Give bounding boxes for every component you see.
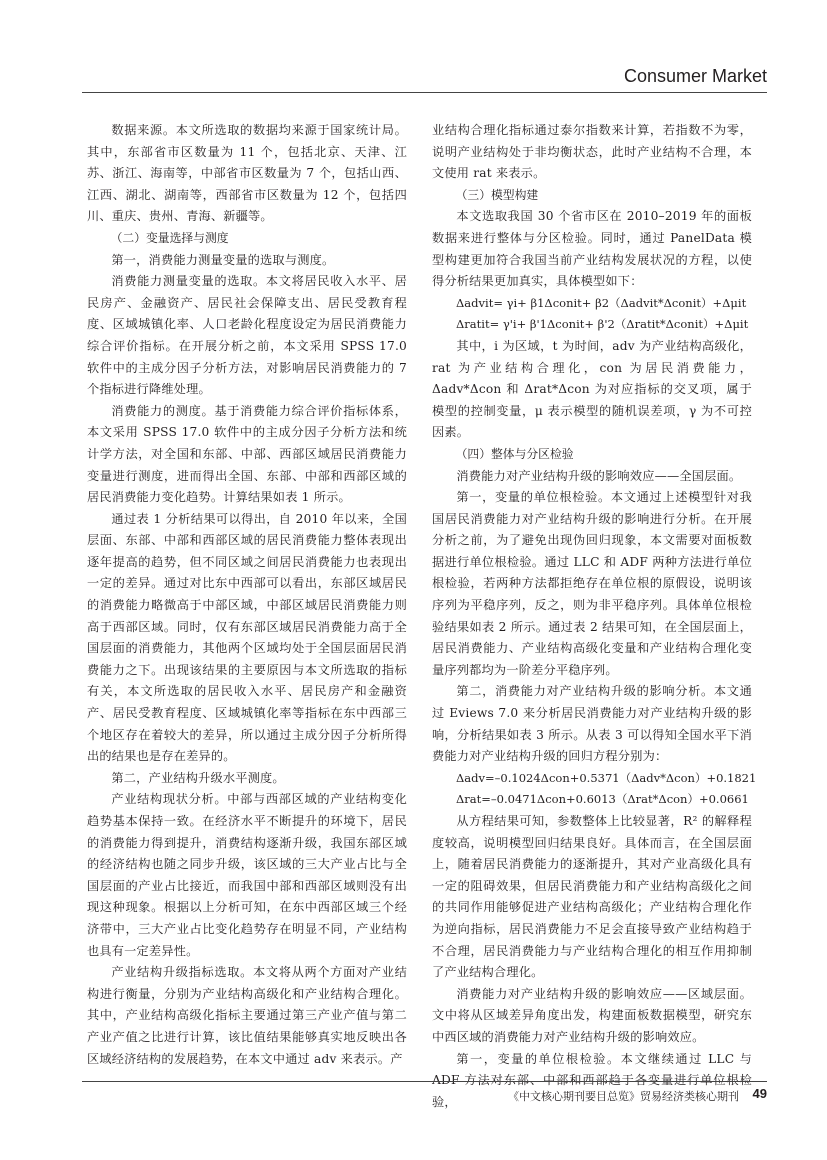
paragraph: 第一，变量的单位根检验。本文通过上述模型针对我国居民消费能力对产业结构升级的影响进行分析。在开展分析之前，为了避免出现伪回归现象，本文需要对面板数据进行单位根检验。通过 LLC 和 ADF 两种方法进行单位根检验，若两种方法都拒绝存在单位根的原假设，说明该序列为平稳序列，反之，则为非平稳序列。具体单位根检验结果如表 2 所示。通过表 2 结果可知，在全国层面上，居民消费能力、产业结构高级化变量和产业结构合理化变量序列都均为一阶差分平稳序列。 — [432, 490, 752, 677]
paragraph: 消费能力的测度。基于消费能力综合评价指标体系，本文采用 SPSS 17.0 软件中的主成分因子分析方法和统计学方法，对全国和东部、中部、西部区域居民消费能力变量进行测度，进而得出全国、东部、中部和西部区域的居民消费能力变化趋势。计算结果如表 1 所示。 — [87, 403, 407, 505]
paragraph: 通过表 1 分析结果可以得出，自 2010 年以来，全国层面、东部、中部和西部区域的居民消费能力整体表现出逐年提高的趋势，但不同区域之间居民消费能力也表现出一定的差异。通过对比东中西部可以看出，东部区域居民的消费能力略微高于中部区域，中部区域居民消费能力则高于西部区域。同时，仅有东部区域居民消费能力高于全国层面的消费能力，其他两个区域均处于全国层面居民消费能力之下。出现该结果的主要原因与本文所选取的指标有关，本文所选取的居民收入水平、居民房产和金融资产、居民受教育程度、区域城镇化率等指标在东中西部三个地区存在着较大的差异，所以通过主成分因子分析所得出的结果也是存在差异的。 — [87, 511, 407, 764]
paragraph: 业结构合理化指标通过泰尔指数来计算，若指数不为零，说明产业结构处于非均衡状态，此时产业结构不合理，本文使用 rat 来表示。 — [432, 123, 752, 181]
section-heading: （三）模型构建 — [455, 187, 539, 202]
paragraph: 第二，消费能力对产业结构升级的影响分析。本文通过 Eviews 7.0 来分析居民消费能力对产业结构升级的影响，分析结果如表 3 所示。从表 3 可以得知全国水平下消费能力对产业结构升级的回归方程分别为： — [432, 684, 752, 764]
paragraph: 消费能力对产业结构升级的影响效应——区域层面。文中将从区域差异角度出发，构建面板数据模型，研究东中西区域的消费能力对产业结构升级的影响效应。 — [432, 986, 752, 1044]
paragraph: 第一，变量的单位根检验。本文继续通过 LLC 与 ADF 方法对东部、中部和西部趋于各变量进行单位根检验， — [432, 1051, 752, 1109]
paragraph: 产业结构升级指标选取。本文将从两个方面对产业结构进行衡量，分别为产业结构高级化和产业结构合理化。其中，产业结构高级化指标主要通过第三产业产值与第二产业产值之比进行计算，该比值结果能够真实地反映出各区域经济结构的发展趋势，在本文中通过 adv 来表示。产 — [87, 965, 407, 1066]
paragraph: 产业结构现状分析。中部与西部区域的产业结构变化趋势基本保持一致。在经济水平不断提升的环境下，居民的消费能力得到提升，消费结构逐渐升级，我国东部区域的经济结构也随之同步升级，该区域的三大产业占比与全国层面的产业占比接近，而我国中部和西部区域则没有出现这种现象。根据以上分析可知，在东中西部区域三个经济带中，三大产业占比变化趋势存在明显不同，产业结构也具有一定差异性。 — [87, 792, 407, 958]
paragraph: 从方程结果可知，参数整体上比较显著，R² 的解释程度较高，说明模型回归结果良好。具体而言，在全国层面上，随着居民消费能力的逐渐提升，其对产业高级化具有一定的阻碍效果，但居民消费能力和产业结构高级化之间的共同作用能够促进产业结构高级化；产业结构合理化作为逆向指标，居民消费能力不足会直接导致产业结构趋于不合理，居民消费能力与产业结构合理化的相互作用抑制了产业结构合理化。 — [432, 814, 752, 980]
paragraph: 第一，消费能力测量变量的选取与测度。 — [111, 252, 335, 267]
section-heading: （二）变量选择与测度 — [110, 230, 229, 245]
paragraph: 消费能力对产业结构升级的影响效应——全国层面。 — [456, 468, 742, 483]
running-header-title: Consumer Market — [623, 66, 767, 86]
paragraph: 其中，i 为区域，t 为时间，adv 为产业结构高级化，rat 为产业结构合理化，con 为居民消费能力，Δadv*Δcon 和 Δrat*Δcon 为对应指标的交叉项，属于模型的控制变量，μ 表示模型的随机误差项，γ 为不可控因素。 — [432, 338, 752, 440]
paragraph: 消费能力测量变量的选取。本文将居民收入水平、居民房产、金融资产、居民社会保障支出、居民受教育程度、区域城镇化率、人口老龄化程度设定为居民消费能力综合评价指标。在开展分析之前，本文采用 SPSS 17.0 软件中的主成分因子分析方法，对影响居民消费能力的 7 个指标进行降维处理。 — [87, 274, 407, 397]
footer-rule — [82, 1081, 767, 1082]
paragraph: 本文选取我国 30 个省市区在 2010–2019 年的面板数据来进行整体与分区检验。同时，通过 PanelData 模型构建更加符合我国当前产业结构发展状况的方程，以使得分析结果更加真实，具体模型如下： — [432, 209, 752, 289]
regression-equation-rat: Δrat=–0.0471Δcon+0.6013（Δrat*Δcon）+0.0661 — [456, 792, 749, 807]
header-rule — [82, 92, 767, 93]
equation-rat: Δratit= γ'i+ β'1Δconit+ β'2（Δratit*Δconit）+Δμit — [456, 317, 749, 332]
journal-footer: 《中文核心期刊要目总览》贸易经济类核心期刊 — [508, 1090, 739, 1103]
regression-equation-adv: Δadv=–0.1024Δcon+0.5371（Δadv*Δcon）+0.1821 — [456, 770, 757, 785]
section-heading: （四）整体与分区检验 — [455, 446, 574, 461]
right-column — [432, 120, 757, 1113]
left-column — [87, 120, 407, 1070]
paragraph: 数据来源。本文所选取的数据均来源于国家统计局。其中，东部省市区数量为 11 个，包括北京、天津、江苏、浙江、海南等，中部省市区数量为 7 个，包括山西、江西、湖北、湖南等，西部省市区数量为 12 个，包括四川、重庆、贵州、青海、新疆等。 — [87, 123, 407, 224]
equation-adv: Δadvit= γi+ β1Δconit+ β2（Δadvit*Δconit）+Δμit — [456, 295, 747, 310]
page-number: 49 — [752, 1086, 767, 1101]
paragraph: 第二，产业结构升级水平测度。 — [111, 770, 285, 785]
